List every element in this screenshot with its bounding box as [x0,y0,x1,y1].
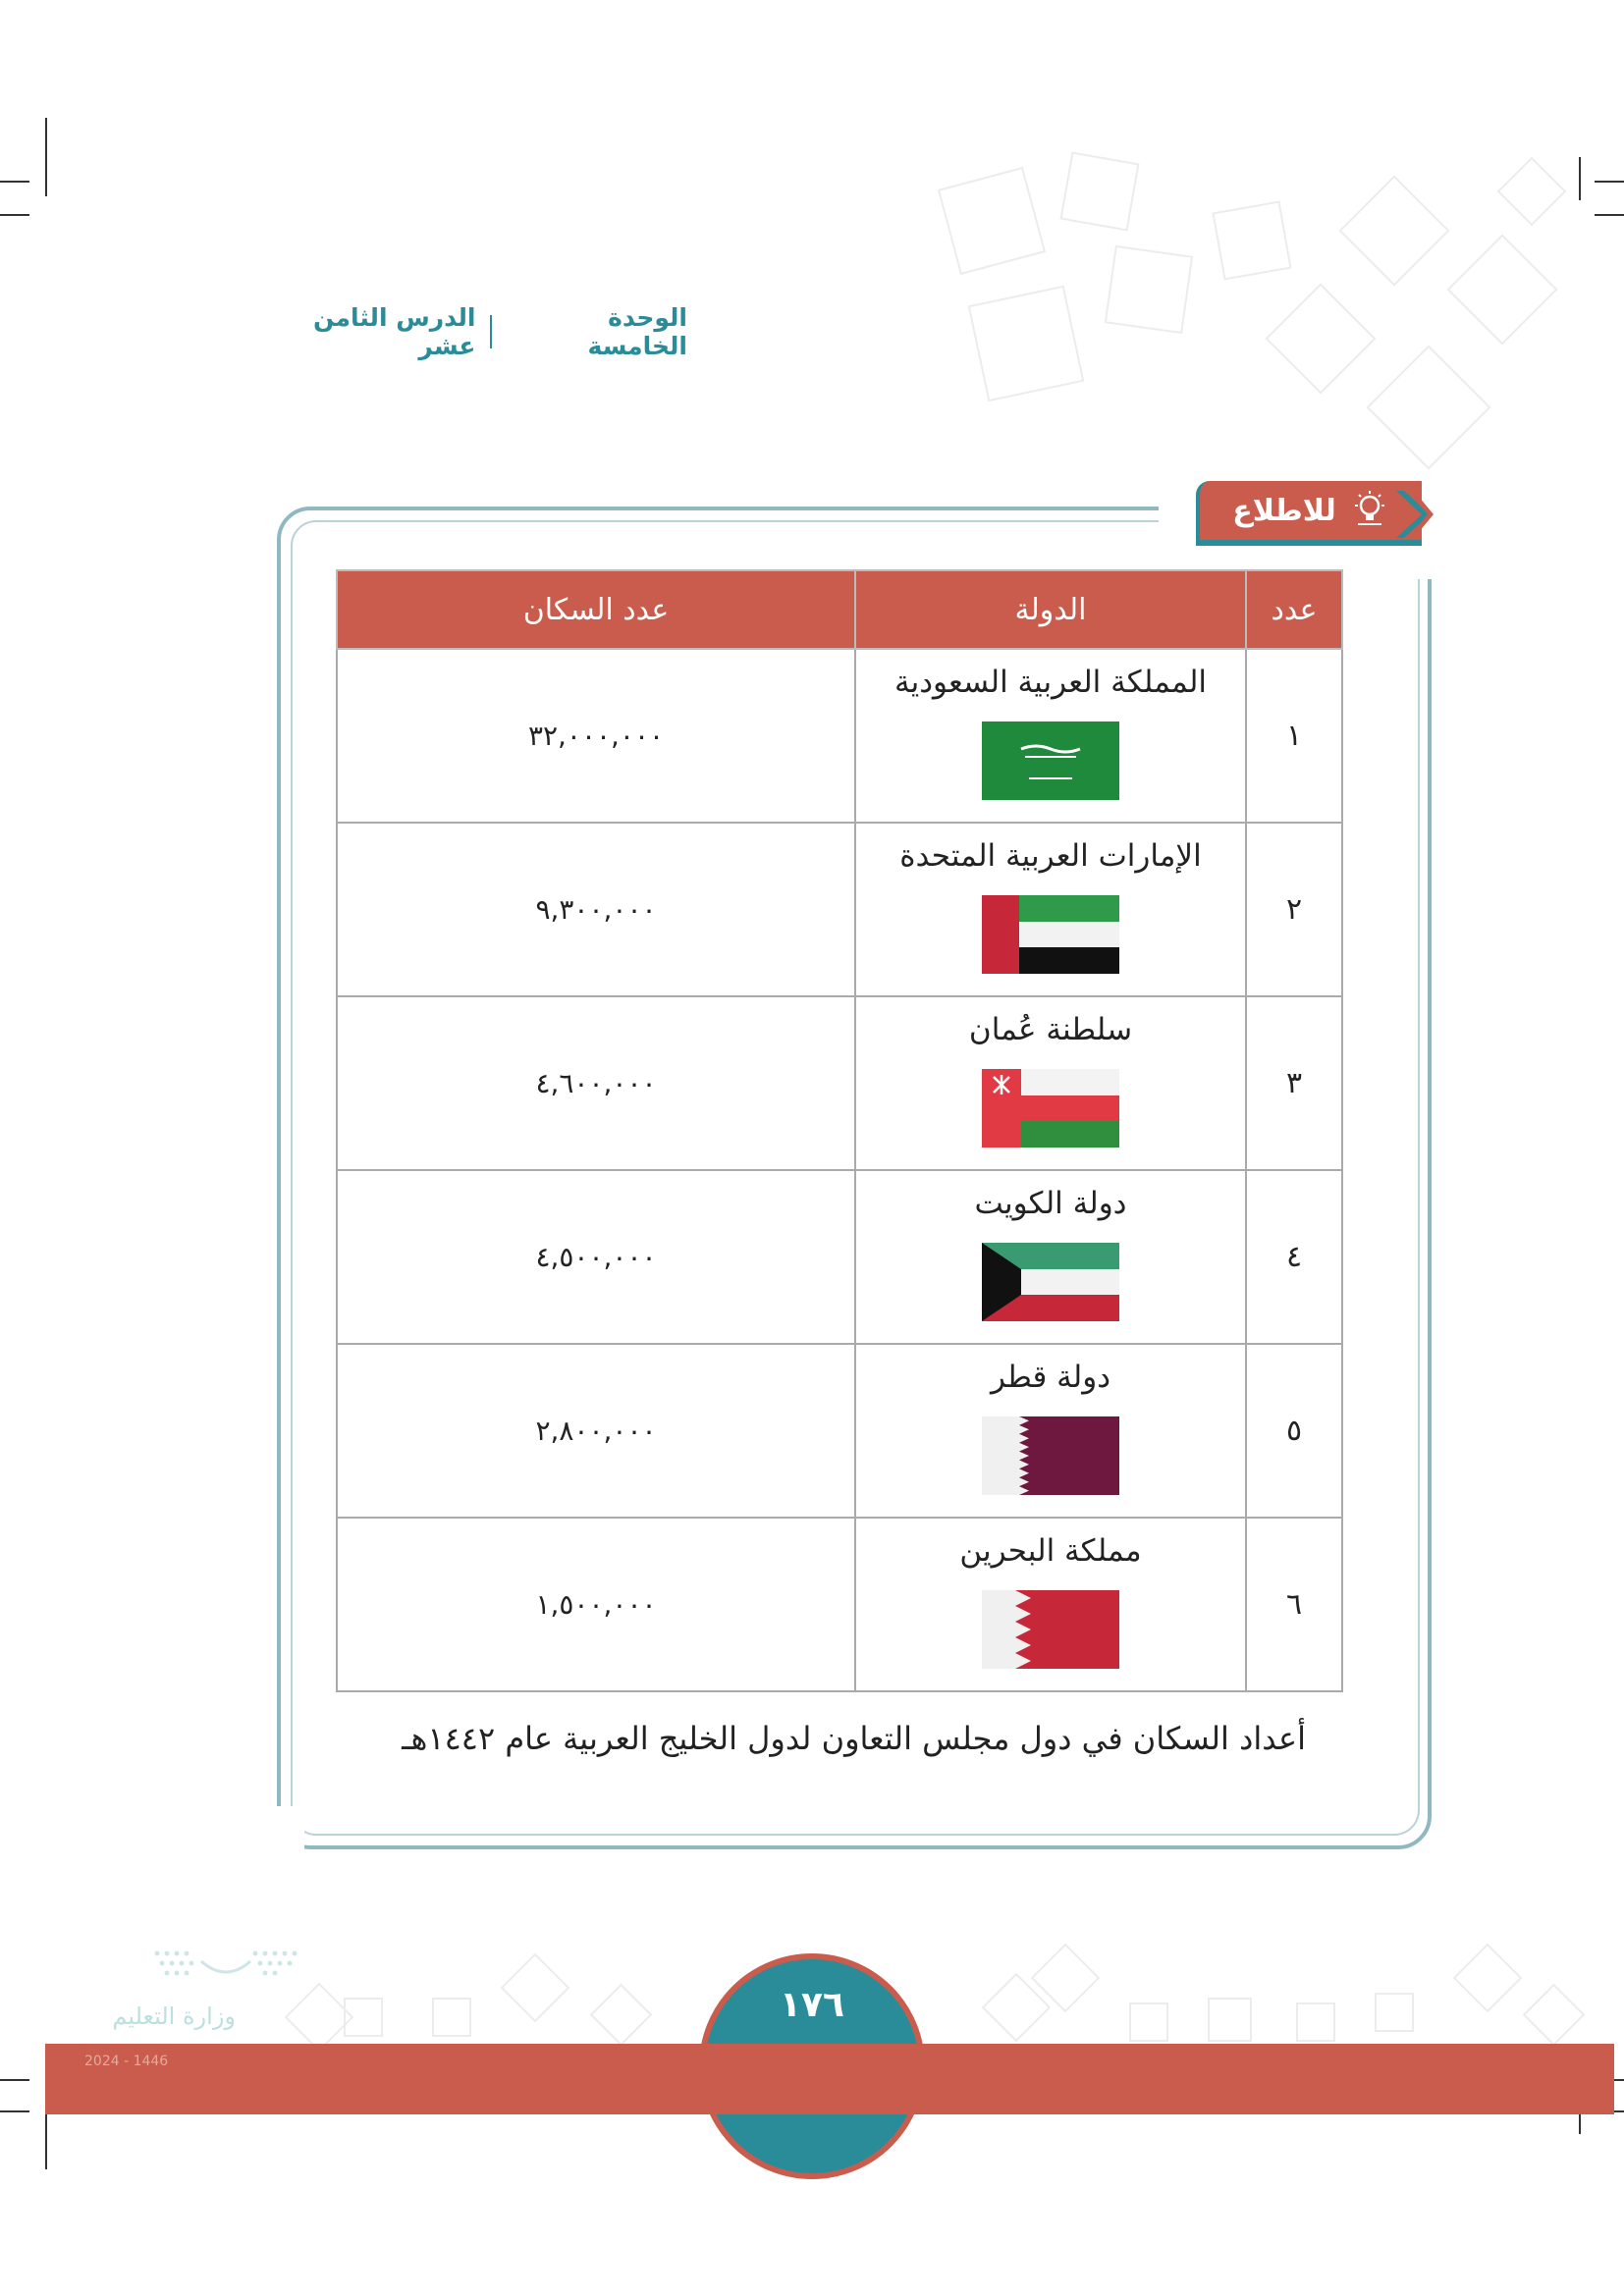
population-value: ١,٥٠٠,٠٠٠ [535,1588,657,1621]
country-cell [855,823,1246,996]
uae-flag-icon [982,895,1119,974]
kuwait-flag-icon [982,1243,1119,1321]
table-row [337,649,1342,823]
table-row [337,1518,1342,1691]
country-cell [855,1518,1246,1691]
country-name: سلطنة عُمان [968,1011,1133,1047]
row-index: ٤ [1246,1170,1342,1344]
population-value: ٤,٥٠٠,٠٠٠ [535,1241,657,1273]
country-cell [855,1170,1246,1344]
population-cell [337,649,855,823]
bahrain-flag-icon [982,1590,1119,1669]
population-table [336,569,1343,1692]
table-row [337,1344,1342,1518]
crop-mark [0,214,29,216]
country-name: المملكة العربية السعودية [893,664,1208,700]
country-name: دولة قطر [990,1359,1111,1395]
table-row [337,823,1342,996]
row-index: ١ [1246,649,1342,823]
population-value: ٣٢,٠٠٠,٠٠٠ [527,720,665,752]
lightbulb-icon [1350,489,1389,532]
crop-mark [1595,214,1624,216]
crop-mark [0,181,29,183]
table-header-row [337,570,1342,649]
population-cell [337,1170,855,1344]
saudi-arabia-flag-icon [982,721,1119,800]
population-value: ٤,٦٠٠,٠٠٠ [535,1067,657,1099]
column-header-country: الدولة [855,570,1246,649]
ministry-name: وزارة التعليم [112,2002,236,2030]
population-cell [337,996,855,1170]
crop-mark [1579,157,1581,200]
country-cell [855,649,1246,823]
edition-year: 2024 - 1446 [84,2054,169,2069]
lesson-title: الدرس الثامن عشر [312,303,476,360]
crop-mark [0,2110,29,2112]
row-index: ٣ [1246,996,1342,1170]
crop-mark [45,118,47,196]
country-cell [855,996,1246,1170]
header-divider [490,315,493,348]
ministry-logo-icon [147,1944,304,1997]
column-header-population: عدد السكان [337,570,855,649]
badge-chevron-icon [1394,485,1434,548]
crop-mark [0,2079,29,2081]
table-caption: أعداد السكان في دول مجلس التعاون لدول الخليج العربية عام ١٤٤٢هـ [402,1720,1306,1757]
oman-flag-icon [982,1069,1119,1148]
row-index: ٥ [1246,1344,1342,1518]
country-name: دولة الكويت [974,1185,1127,1221]
info-badge [1196,481,1422,546]
page-number: ١٧٦ [780,1985,844,2025]
population-cell [337,1518,855,1691]
footer-bar [45,2044,1614,2114]
table-row [337,996,1342,1170]
crop-mark [1595,181,1624,183]
qatar-flag-icon [982,1416,1119,1495]
row-index: ٦ [1246,1518,1342,1691]
population-value: ٢,٨٠٠,٠٠٠ [535,1415,657,1447]
country-name: الإمارات العربية المتحدة [899,837,1202,874]
population-cell [337,823,855,996]
country-cell [855,1344,1246,1518]
country-name: مملكة البحرين [959,1532,1142,1569]
unit-lesson-header [255,303,687,360]
population-value: ٩,٣٠٠,٠٠٠ [535,893,657,926]
row-index: ٢ [1246,823,1342,996]
table-row [337,1170,1342,1344]
badge-label: للاطلاع [1232,493,1336,528]
population-cell [337,1344,855,1518]
column-header-index: عدد [1246,570,1342,649]
unit-title: الوحدة الخامسة [587,303,687,360]
